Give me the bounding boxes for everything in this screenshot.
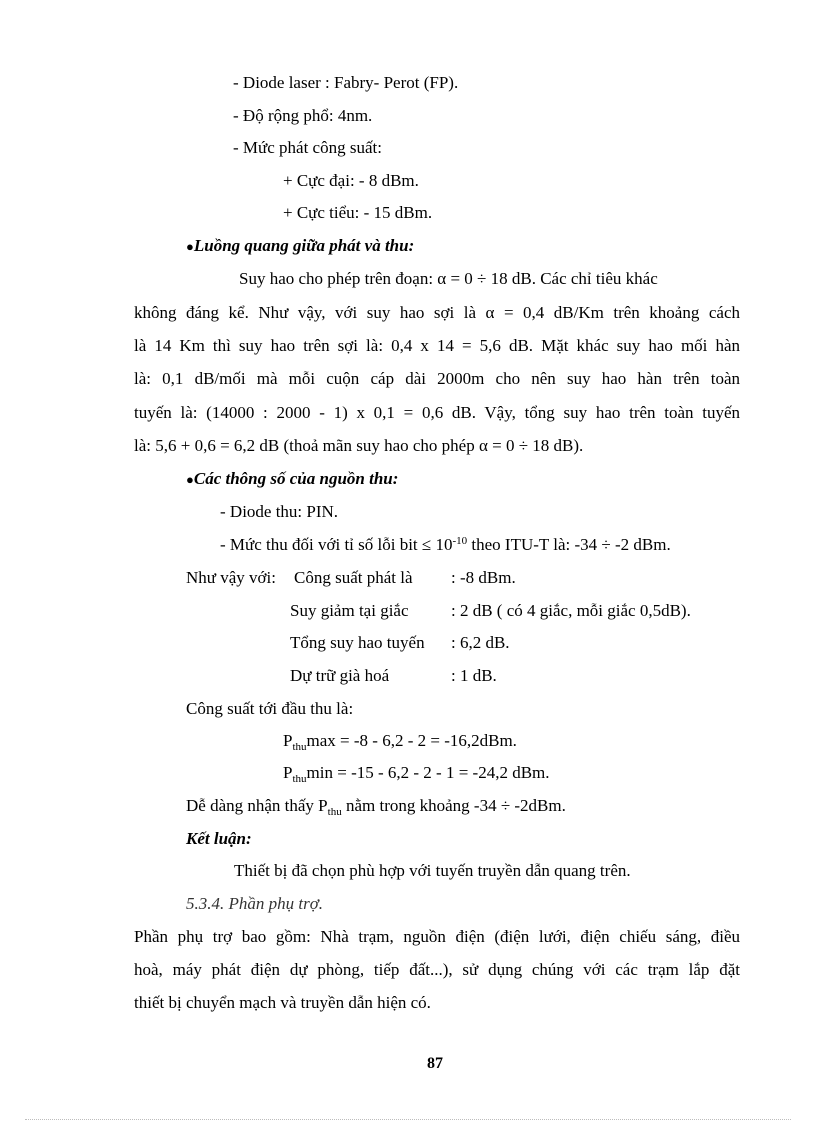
summary-row-label: Dự trữ già hoá: [290, 666, 390, 685]
formula-pmax: [283, 731, 517, 751]
para1-line-2: không đáng kể. Như vậy, với suy hao sợi là α = 0,4 dB/Km trên khoảng cách: [134, 303, 740, 322]
p-subscript: thu: [292, 741, 307, 753]
line-power-level: - Mức phát công suất:: [233, 138, 382, 157]
summary-row-label: Tổng suy hao tuyến: [290, 633, 425, 652]
heading-conclusion: Kết luận:: [186, 829, 252, 848]
line-diode-laser: - Diode laser : Fabry- Perot (FP).: [233, 73, 459, 92]
conclusion-text: Thiết bị đã chọn phù hợp với tuyến truyền dẫn quang trên.: [234, 861, 631, 880]
para1-line-6: là: 5,6 + 0,6 = 6,2 dB (thoả mãn suy hao cho phép α = 0 ÷ 18 dB).: [134, 436, 584, 455]
easy-text: Dễ dàng nhận thấy P: [186, 796, 328, 815]
summary-row-value: : 1 dB.: [451, 666, 497, 685]
easy-observation: [186, 796, 566, 816]
formula-pmin: [283, 763, 550, 783]
heading-optical-path-text: Luồng quang giữa phát và thu:: [193, 236, 415, 255]
footer-divider: [25, 1119, 791, 1120]
heading-receiver: [186, 469, 398, 490]
p-symbol: P: [283, 731, 293, 750]
heading-optical-path: [186, 236, 414, 257]
pmin-expression: min = -15 - 6,2 - 2 - 1 = -24,2 dBm.: [306, 763, 550, 782]
heading-receiver-text: Các thông số của nguồn thu:: [193, 469, 399, 488]
bullet-icon: ●: [186, 239, 194, 254]
p-subscript: thu: [292, 773, 307, 785]
bullet-icon: ●: [186, 472, 194, 487]
easy-text-end: nằm trong khoảng -34 ÷ -2dBm.: [341, 796, 566, 815]
line-bandwidth: - Độ rộng phổ: 4nm.: [233, 106, 373, 125]
para1-line-5: tuyến là: (14000 : 2000 - 1) x 0,1 = 0,6 dB. Vậy, tổng suy hao trên toàn tuyến: [134, 403, 740, 422]
para2-line-3: thiết bị chuyển mạch và truyền dẫn hiện có.: [134, 993, 431, 1012]
section-title: 5.3.4. Phần phụ trợ.: [186, 894, 324, 913]
power-at-receiver: Công suất tới đầu thu là:: [186, 699, 354, 718]
sensitivity-text-end: theo ITU-T là: -34 ÷ -2 dBm.: [467, 535, 671, 554]
sensitivity-text: - Mức thu đối với tỉ số lỗi bit ≤ 10: [220, 535, 453, 554]
para1-line-1: Suy hao cho phép trên đoạn: α = 0 ÷ 18 dB. Các chỉ tiêu khác: [239, 269, 658, 288]
summary-row-label: Công suất phát là: [294, 568, 413, 587]
line-min-power: + Cực tiểu: - 15 dBm.: [283, 203, 433, 222]
line-diode-receiver: - Diode thu: PIN.: [220, 502, 339, 521]
summary-row-value: : 6,2 dB.: [451, 633, 510, 652]
p-subscript: thu: [327, 806, 342, 818]
summary-intro: Như vậy với:: [186, 568, 276, 587]
p-symbol: P: [283, 763, 293, 782]
page-number: 87: [427, 1055, 443, 1072]
line-max-power: + Cực đại: - 8 dBm.: [283, 171, 419, 190]
line-sensitivity: [220, 535, 671, 555]
para2-line-2: hoà, máy phát điện dự phòng, tiếp đất...), sử dụng chúng với các trạm lắp đặt: [134, 960, 740, 979]
sensitivity-exponent: -10: [452, 535, 468, 547]
para1-line-3: là 14 Km thì suy hao trên sợi là: 0,4 x 14 = 5,6 dB. Mặt khác suy hao mối hàn: [134, 336, 740, 355]
para2-line-1: Phần phụ trợ bao gồm: Nhà trạm, nguồn điện (điện lưới, điện chiếu sáng, điều: [134, 927, 740, 946]
summary-row-label: Suy giảm tại giắc: [290, 601, 409, 620]
summary-row-value: : 2 dB ( có 4 giắc, mỗi giắc 0,5dB).: [451, 601, 691, 620]
pmax-expression: max = -8 - 6,2 - 2 = -16,2dBm.: [306, 731, 517, 750]
para1-line-4: là: 0,1 dB/mối mà mỗi cuộn cáp dài 2000m cho nên suy hao hàn trên toàn: [134, 369, 740, 388]
summary-row-value: : -8 dBm.: [451, 568, 516, 587]
